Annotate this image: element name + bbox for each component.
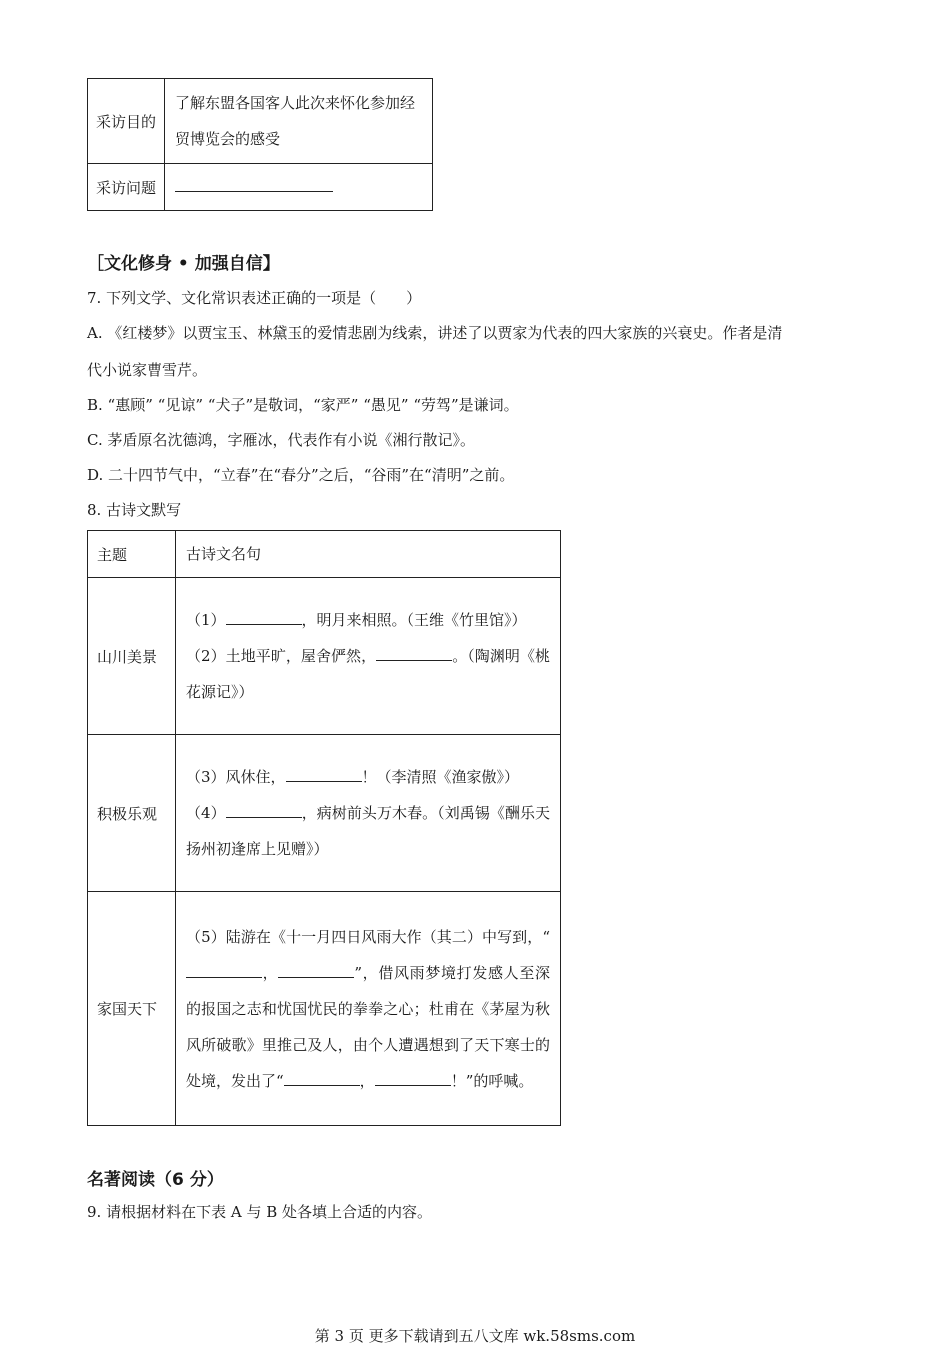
poetry-table xyxy=(87,530,561,1126)
header-lines: 古诗文名句 xyxy=(176,531,561,578)
row1-item2 xyxy=(186,638,550,710)
row2-item2 xyxy=(186,795,550,867)
row1-item1 xyxy=(186,602,550,638)
blank-4 xyxy=(226,803,302,818)
page-footer: 第 3 页 更多下载请到五八文库 wk.58sms.com xyxy=(314,1327,636,1345)
purpose-label: 采访目的 xyxy=(88,79,165,164)
row3-theme: 家国天下 xyxy=(88,892,176,1126)
text: ，病树前头万木春。（刘禹锡《酬乐天扬州初逢席上见赠》） xyxy=(186,804,550,858)
q9-stem: 9. 请根据材料在下表 A 与 B 处各填上合适的内容。 xyxy=(87,1203,433,1221)
interview-table xyxy=(87,78,433,211)
text: （5）陆游在《十一月四日风雨大作（其二）中写到，“ xyxy=(186,927,550,946)
text: ！（李清照《渔家傲》） xyxy=(361,768,520,786)
blank-6 xyxy=(278,963,354,978)
q7-option-b: B. “惠顾” “见谅” “犬子”是敬词，“家严” “愚见” “劳驾”是谦词。 xyxy=(87,396,519,414)
header-theme: 主题 xyxy=(88,531,176,578)
q8-stem: 8. 古诗文默写 xyxy=(87,501,182,519)
text: 。（陶渊明《桃花源记》） xyxy=(186,647,550,701)
q7-stem: 7. 下列文学、文化常识表述正确的一项是（ ） xyxy=(87,289,422,307)
row2-content xyxy=(176,735,561,892)
purpose-text: 了解东盟各国客人此次来怀化参加经贸博览会的感受 xyxy=(165,79,433,164)
row2-item1 xyxy=(186,759,550,795)
section-culture-heading: ［文化修身 • 加强自信】 xyxy=(87,254,280,274)
blank-5 xyxy=(186,963,262,978)
q7-option-d: D. 二十四节气中，“立春”在“春分”之后，“谷雨”在“清明”之前。 xyxy=(87,466,515,484)
text: ，明月来相照。（王维《竹里馆》） xyxy=(301,611,527,629)
q7-option-c: C. 茅盾原名沈德鸿，字雁冰，代表作有小说《湘行散记》。 xyxy=(87,431,475,449)
text: ， xyxy=(262,963,279,982)
q7-option-a-cont: 代小说家曹雪芹。 xyxy=(87,361,208,379)
q7-option-a: A. 《红楼梦》以贾宝玉、林黛玉的爱情悲剧为线索，讲述了以贾家为代表的四大家族的兴衰史。作者是清 xyxy=(87,324,783,342)
text: ！”的呼喊。 xyxy=(450,1071,534,1090)
text: （4） xyxy=(186,804,226,822)
text: ”，借风雨梦境打发感人至深的报国之志和忧国忧民的拳拳之心；杜甫在《茅屋为秋风所破歌》里推己及人，由个人遭遇想到了天下寒士的处境，发出了“ xyxy=(186,963,550,1090)
row1-content xyxy=(176,578,561,735)
answer-blank xyxy=(175,177,333,192)
blank-2 xyxy=(376,646,452,661)
text: （3）风休住， xyxy=(186,768,286,786)
text: （1） xyxy=(186,611,226,629)
text: （2）土地平旷，屋舍俨然， xyxy=(186,647,377,665)
row2-theme: 积极乐观 xyxy=(88,735,176,892)
section-reading-heading: 名著阅读（6 分） xyxy=(87,1170,224,1190)
row3-content xyxy=(176,892,561,1126)
question-label: 采访问题 xyxy=(88,164,165,211)
row1-theme: 山川美景 xyxy=(88,578,176,735)
text: ， xyxy=(359,1071,375,1090)
blank-8 xyxy=(375,1071,451,1086)
blank-3 xyxy=(286,767,362,782)
blank-7 xyxy=(284,1071,360,1086)
question-answer-cell xyxy=(165,164,433,211)
blank-1 xyxy=(226,610,302,625)
